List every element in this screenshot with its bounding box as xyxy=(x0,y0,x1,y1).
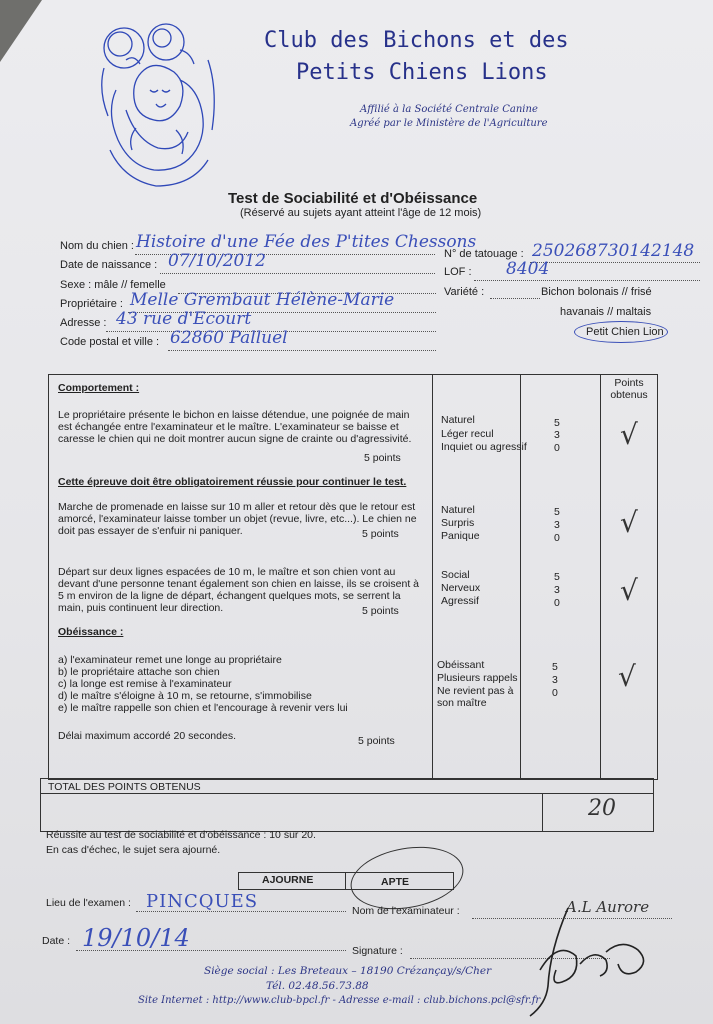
postcode-value[interactable]: 62860 Palluel xyxy=(170,328,288,348)
result-line1: Réussite au test de sociabilité et d'obéissance : 10 sur 20. xyxy=(46,829,316,841)
section3-option-3: Agressif xyxy=(441,595,479,607)
variety-selection-circle xyxy=(574,321,668,343)
section1-points: 5 points xyxy=(364,452,401,464)
behaviour-title: Comportement : xyxy=(58,382,140,394)
form-title: Test de Sociabilité et d'Obéissance xyxy=(228,190,478,207)
section1-checkmark-icon: √ xyxy=(620,418,638,451)
section3-score-3: 0 xyxy=(554,597,560,609)
section4-score-1: 5 xyxy=(552,661,558,673)
table-divider-2 xyxy=(520,374,521,779)
sex-label: Sexe : mâle // femelle xyxy=(60,279,166,291)
points-header: Points obtenus xyxy=(610,377,648,401)
obedience-title: Obéissance : xyxy=(58,626,124,638)
total-header-divider xyxy=(40,793,653,794)
birth-date-label: Date de naissance : xyxy=(60,259,158,271)
tattoo-line xyxy=(530,262,700,263)
section2-option-2: Surpris xyxy=(441,517,475,529)
section4-item-c: c) la longe est remise à l'examinateur xyxy=(58,678,232,690)
section4-score-3: 0 xyxy=(552,687,558,699)
section2-option-1: Naturel xyxy=(441,504,475,516)
variety-options-3: Petit Chien Lion xyxy=(586,326,664,338)
section4-checkmark-icon: √ xyxy=(618,660,636,693)
examiner-label: Nom de l'examinateur : xyxy=(352,905,460,917)
affiliation-line1: Affilié à la Société Centrale Canine xyxy=(360,104,538,115)
result-line2: En cas d'échec, le sujet sera ajourné. xyxy=(46,844,221,856)
section2-score-3: 0 xyxy=(554,532,560,544)
section3-checkmark-icon: √ xyxy=(620,574,638,607)
verdict-ajourne[interactable]: AJOURNE xyxy=(262,874,314,886)
variety-options-2: havanais // maltais xyxy=(560,306,652,318)
verdict-divider xyxy=(345,872,346,889)
lof-label: LOF : xyxy=(444,266,472,278)
dog-name-value[interactable]: Histoire d'une Fée des P'tites Chessons xyxy=(136,232,477,252)
section4-delay: Délai maximum accordé 20 secondes. xyxy=(58,730,236,742)
tattoo-value[interactable]: 250268730142148 xyxy=(532,241,695,261)
section3-text: Départ sur deux lignes espacées de 10 m, le maître et son chien vont au devant d'une personne tenant également son chien en laisse, ils se croisent à 5 m environ de la ligne de départ, échangent quelques mots, se serrent la main, puis continuent leur direction. xyxy=(58,566,419,614)
section1-score-3: 0 xyxy=(554,442,560,454)
section2-option-3: Panique xyxy=(441,530,480,542)
postcode-line xyxy=(168,350,436,351)
section1-score-1: 5 xyxy=(554,417,560,429)
date-value[interactable]: 19/10/14 xyxy=(82,924,190,952)
section1-option-1: Naturel xyxy=(441,414,475,426)
section2-checkmark-icon: √ xyxy=(620,506,638,539)
birth-date-line xyxy=(160,273,435,274)
signature-label: Signature : xyxy=(352,945,403,957)
section4-score-2: 3 xyxy=(552,674,558,686)
section4-option-3: Ne revient pas à son maître xyxy=(437,685,514,709)
variety-options-1: Bichon bolonais // frisé xyxy=(541,286,652,298)
footer-website[interactable]: Site Internet : http://www.club-bpcl.fr - Adresse e-mail : club.bichons.pcl@sfr.fr xyxy=(138,995,541,1006)
postcode-label: Code postal et ville : xyxy=(60,336,160,348)
address-label: Adresse : xyxy=(60,317,107,329)
section4-item-e: e) le maître rappelle son chien et l'encourage à revenir vers lui xyxy=(58,702,348,714)
section3-option-2: Nerveux xyxy=(441,582,481,594)
section2-score-1: 5 xyxy=(554,506,560,518)
section3-score-1: 5 xyxy=(554,571,560,583)
form-subtitle: (Réservé au sujets ayant atteint l'âge de 12 mois) xyxy=(240,207,482,219)
total-label: TOTAL DES POINTS OBTENUS xyxy=(48,781,201,793)
section3-points: 5 points xyxy=(362,605,399,617)
section4-option-2: Plusieurs rappels xyxy=(437,672,518,684)
birth-date-value[interactable]: 07/10/2012 xyxy=(168,251,266,271)
section1-text: Le propriétaire présente le bichon en laisse détendue, une poignée de main est échangée entre l'examinateur et le maître. L'examinateur se baisse et caresse le chien qui ne doit montrer aucun signe de crainte ou d'agressivité. xyxy=(58,409,412,445)
exam-place-value[interactable]: PINCQUES xyxy=(146,891,259,912)
tattoo-label: N° de tatouage : xyxy=(444,248,524,260)
dog-name-label: Nom du chien : xyxy=(60,240,134,252)
mandatory-note: Cette épreuve doit être obligatoirement réussie pour continuer le test. xyxy=(58,476,407,488)
page-corner-shadow xyxy=(0,0,42,62)
section4-option-1: Obéissant xyxy=(437,659,485,671)
section2-points: 5 points xyxy=(362,528,399,540)
lof-line xyxy=(474,280,700,281)
owner-label: Propriétaire : xyxy=(60,298,123,310)
section4-item-d: d) le maître s'éloigne à 10 m, se retourne, s'immobilise xyxy=(58,690,312,702)
section2-text: Marche de promenade en laisse sur 10 m aller et retour dès que le retour est amorcé, l'examinateur laisse tomber un objet (revue, livre, etc...). Le chien ne doit pas essayer de s'enfuir ni paniquer. xyxy=(58,501,417,537)
section1-score-2: 3 xyxy=(554,429,560,441)
section4-item-b: b) le propriétaire attache son chien xyxy=(58,666,220,678)
club-logo-icon xyxy=(96,20,222,190)
total-value-divider xyxy=(542,793,543,831)
table-divider-1 xyxy=(432,374,433,779)
variety-line xyxy=(490,298,540,299)
table-divider-3 xyxy=(600,374,601,779)
date-label: Date : xyxy=(42,935,71,947)
section3-option-1: Social xyxy=(441,569,470,581)
footer-phone: Tél. 02.48.56.73.88 xyxy=(266,980,369,992)
section3-score-2: 3 xyxy=(554,584,560,596)
club-name-line2: Petits Chiens Lions xyxy=(296,60,548,85)
total-value[interactable]: 20 xyxy=(588,796,616,821)
section2-score-2: 3 xyxy=(554,519,560,531)
affiliation-line2: Agréé par le Ministère de l'Agriculture xyxy=(350,118,548,129)
exam-place-label: Lieu de l'examen : xyxy=(46,897,131,909)
address-value[interactable]: 43 rue d'Ecourt xyxy=(116,309,252,329)
section1-option-2: Léger recul xyxy=(441,428,494,440)
section1-option-3: Inquiet ou agressif xyxy=(441,441,527,453)
lof-value[interactable]: 8404 xyxy=(506,259,550,279)
club-name-line1: Club des Bichons et des xyxy=(264,28,569,53)
verdict-apte[interactable]: APTE xyxy=(381,876,410,888)
section4-item-a: a) l'examinateur remet une longe au propriétaire xyxy=(58,654,282,666)
owner-value[interactable]: Melle Grembaut Hélène-Marie xyxy=(130,290,395,310)
examiner-value[interactable]: A.L Aurore xyxy=(566,898,650,916)
variety-label: Variété : xyxy=(444,286,485,298)
section4-points: 5 points xyxy=(358,735,395,747)
footer-address: Siège social : Les Breteaux – 18190 Crézançay/s/Cher xyxy=(204,965,492,977)
